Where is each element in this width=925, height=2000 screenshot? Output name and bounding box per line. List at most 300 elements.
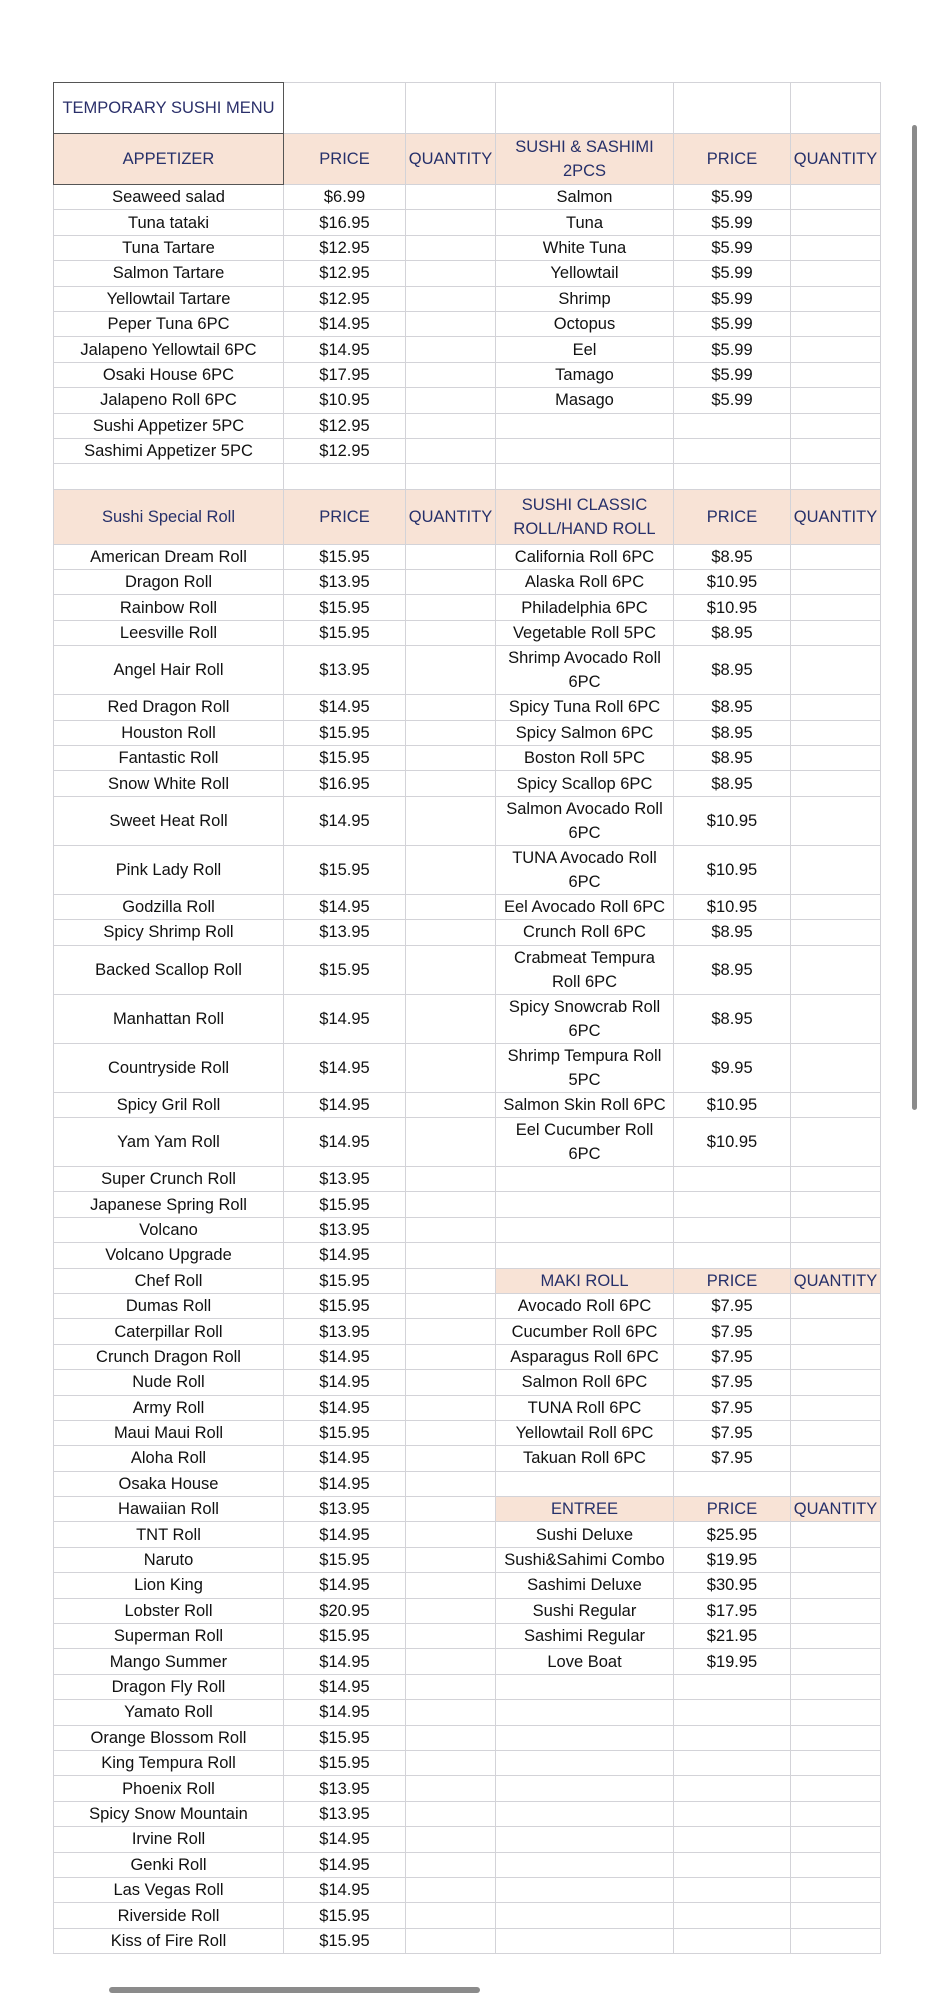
item-price[interactable]: $10.95 xyxy=(674,894,791,919)
item-name[interactable]: Volcano Upgrade xyxy=(54,1243,284,1268)
quantity-cell[interactable] xyxy=(791,311,881,336)
item-price[interactable]: $15.95 xyxy=(284,945,406,994)
section-header[interactable]: SUSHI CLASSIC ROLL/HAND ROLL xyxy=(496,489,674,544)
quantity-cell[interactable] xyxy=(406,1852,496,1877)
item-price[interactable]: $7.95 xyxy=(674,1344,791,1369)
item-name[interactable]: Crunch Roll 6PC xyxy=(496,920,674,945)
item-price[interactable]: $8.95 xyxy=(674,746,791,771)
item-name[interactable]: Alaska Roll 6PC xyxy=(496,570,674,595)
item-name[interactable]: King Tempura Roll xyxy=(54,1750,284,1775)
quantity-cell[interactable] xyxy=(406,1344,496,1369)
quantity-cell[interactable] xyxy=(791,695,881,720)
quantity-cell[interactable] xyxy=(406,1725,496,1750)
item-price[interactable]: $19.95 xyxy=(674,1649,791,1674)
item-name[interactable]: Maui Maui Roll xyxy=(54,1420,284,1445)
quantity-cell[interactable] xyxy=(791,1117,881,1166)
quantity-cell[interactable] xyxy=(406,945,496,994)
item-price[interactable]: $15.95 xyxy=(284,1192,406,1217)
empty-cell[interactable] xyxy=(674,438,791,463)
empty-cell[interactable] xyxy=(674,1903,791,1928)
quantity-cell[interactable] xyxy=(791,1395,881,1420)
item-price[interactable]: $7.95 xyxy=(674,1319,791,1344)
item-price[interactable]: $15.95 xyxy=(284,1547,406,1572)
item-name[interactable]: TUNA Avocado Roll 6PC xyxy=(496,845,674,894)
quantity-cell[interactable] xyxy=(406,261,496,286)
quantity-cell[interactable] xyxy=(406,1420,496,1445)
item-name[interactable]: Eel Cucumber Roll 6PC xyxy=(496,1117,674,1166)
item-name[interactable]: Lion King xyxy=(54,1573,284,1598)
quantity-cell[interactable] xyxy=(406,1877,496,1902)
quantity-cell[interactable] xyxy=(406,1801,496,1826)
quantity-column-header[interactable]: QUANTITY xyxy=(791,134,881,185)
quantity-column-header[interactable]: QUANTITY xyxy=(791,1497,881,1522)
vertical-scrollbar[interactable] xyxy=(912,125,917,1110)
item-price[interactable]: $8.95 xyxy=(674,920,791,945)
quantity-cell[interactable] xyxy=(406,388,496,413)
item-price[interactable]: $14.95 xyxy=(284,1344,406,1369)
item-name[interactable]: Las Vegas Roll xyxy=(54,1877,284,1902)
empty-cell[interactable] xyxy=(674,1827,791,1852)
item-name[interactable]: Salmon Skin Roll 6PC xyxy=(496,1092,674,1117)
empty-cell[interactable] xyxy=(496,1166,674,1191)
quantity-cell[interactable] xyxy=(791,235,881,260)
empty-cell[interactable] xyxy=(791,83,881,134)
item-price[interactable]: $14.95 xyxy=(284,311,406,336)
item-price[interactable]: $7.95 xyxy=(674,1293,791,1318)
empty-cell[interactable] xyxy=(674,413,791,438)
item-price[interactable]: $8.95 xyxy=(674,646,791,695)
empty-cell[interactable] xyxy=(496,438,674,463)
quantity-cell[interactable] xyxy=(406,1117,496,1166)
quantity-cell[interactable] xyxy=(406,235,496,260)
empty-cell[interactable] xyxy=(791,1192,881,1217)
item-price[interactable]: $5.99 xyxy=(674,235,791,260)
item-name[interactable]: Tuna xyxy=(496,210,674,235)
quantity-cell[interactable] xyxy=(406,994,496,1043)
empty-cell[interactable] xyxy=(791,1750,881,1775)
quantity-cell[interactable] xyxy=(406,1750,496,1775)
item-price[interactable]: $13.95 xyxy=(284,920,406,945)
item-name[interactable]: TUNA Roll 6PC xyxy=(496,1395,674,1420)
empty-cell[interactable] xyxy=(791,1674,881,1699)
empty-cell[interactable] xyxy=(791,1725,881,1750)
empty-cell[interactable] xyxy=(406,464,496,489)
item-price[interactable]: $15.95 xyxy=(284,595,406,620)
item-price[interactable]: $12.95 xyxy=(284,413,406,438)
quantity-cell[interactable] xyxy=(791,1043,881,1092)
quantity-cell[interactable] xyxy=(791,1649,881,1674)
quantity-cell[interactable] xyxy=(791,720,881,745)
empty-cell[interactable] xyxy=(496,1471,674,1496)
quantity-cell[interactable] xyxy=(406,920,496,945)
item-price[interactable]: $5.99 xyxy=(674,286,791,311)
item-price[interactable]: $17.95 xyxy=(674,1598,791,1623)
item-name[interactable]: Tuna tataki xyxy=(54,210,284,235)
item-name[interactable]: Tuna Tartare xyxy=(54,235,284,260)
item-price[interactable]: $13.95 xyxy=(284,1801,406,1826)
item-name[interactable]: Mango Summer xyxy=(54,1649,284,1674)
item-name[interactable]: Countryside Roll xyxy=(54,1043,284,1092)
item-price[interactable]: $25.95 xyxy=(674,1522,791,1547)
empty-cell[interactable] xyxy=(496,464,674,489)
item-name[interactable]: Chef Roll xyxy=(54,1268,284,1293)
item-name[interactable]: Aloha Roll xyxy=(54,1446,284,1471)
quantity-cell[interactable] xyxy=(791,261,881,286)
quantity-cell[interactable] xyxy=(406,1268,496,1293)
item-price[interactable]: $14.95 xyxy=(284,1370,406,1395)
quantity-cell[interactable] xyxy=(791,646,881,695)
empty-cell[interactable] xyxy=(791,464,881,489)
item-name[interactable]: Asparagus Roll 6PC xyxy=(496,1344,674,1369)
item-name[interactable]: Sashimi Appetizer 5PC xyxy=(54,438,284,463)
item-name[interactable]: Kiss of Fire Roll xyxy=(54,1928,284,1953)
empty-cell[interactable] xyxy=(496,1776,674,1801)
item-price[interactable]: $7.95 xyxy=(674,1395,791,1420)
quantity-cell[interactable] xyxy=(791,1420,881,1445)
price-column-header[interactable]: PRICE xyxy=(284,489,406,544)
item-price[interactable]: $10.95 xyxy=(674,595,791,620)
quantity-cell[interactable] xyxy=(791,746,881,771)
empty-cell[interactable] xyxy=(674,464,791,489)
item-price[interactable]: $14.95 xyxy=(284,1877,406,1902)
item-name[interactable]: Army Roll xyxy=(54,1395,284,1420)
quantity-cell[interactable] xyxy=(406,1827,496,1852)
quantity-cell[interactable] xyxy=(406,544,496,569)
item-price[interactable]: $5.99 xyxy=(674,388,791,413)
item-price[interactable]: $7.95 xyxy=(674,1420,791,1445)
quantity-cell[interactable] xyxy=(791,570,881,595)
item-price[interactable]: $10.95 xyxy=(284,388,406,413)
item-name[interactable]: Spicy Shrimp Roll xyxy=(54,920,284,945)
item-name[interactable]: Spicy Scallop 6PC xyxy=(496,771,674,796)
item-name[interactable]: Cucumber Roll 6PC xyxy=(496,1319,674,1344)
item-price[interactable]: $12.95 xyxy=(284,261,406,286)
empty-cell[interactable] xyxy=(496,1217,674,1242)
price-column-header[interactable]: PRICE xyxy=(284,134,406,185)
item-name[interactable]: Salmon Roll 6PC xyxy=(496,1370,674,1395)
empty-cell[interactable] xyxy=(674,1217,791,1242)
empty-cell[interactable] xyxy=(791,1827,881,1852)
item-price[interactable]: $14.95 xyxy=(284,994,406,1043)
empty-cell[interactable] xyxy=(496,1725,674,1750)
quantity-cell[interactable] xyxy=(406,1043,496,1092)
item-name[interactable]: American Dream Roll xyxy=(54,544,284,569)
item-price[interactable]: $14.95 xyxy=(284,796,406,845)
item-name[interactable]: Riverside Roll xyxy=(54,1903,284,1928)
item-name[interactable]: Sushi Deluxe xyxy=(496,1522,674,1547)
item-price[interactable]: $10.95 xyxy=(674,1092,791,1117)
empty-cell[interactable] xyxy=(791,1877,881,1902)
item-name[interactable]: Spicy Snowcrab Roll 6PC xyxy=(496,994,674,1043)
item-name[interactable]: Takuan Roll 6PC xyxy=(496,1446,674,1471)
item-name[interactable]: Superman Roll xyxy=(54,1624,284,1649)
quantity-cell[interactable] xyxy=(791,210,881,235)
empty-cell[interactable] xyxy=(496,1877,674,1902)
item-name[interactable]: Manhattan Roll xyxy=(54,994,284,1043)
section-header[interactable]: APPETIZER xyxy=(54,134,284,185)
quantity-cell[interactable] xyxy=(406,1497,496,1522)
item-name[interactable]: White Tuna xyxy=(496,235,674,260)
item-name[interactable]: Caterpillar Roll xyxy=(54,1319,284,1344)
quantity-cell[interactable] xyxy=(406,1649,496,1674)
quantity-cell[interactable] xyxy=(406,1192,496,1217)
empty-cell[interactable] xyxy=(496,1192,674,1217)
quantity-column-header[interactable]: QUANTITY xyxy=(406,489,496,544)
item-price[interactable]: $21.95 xyxy=(674,1624,791,1649)
quantity-cell[interactable] xyxy=(406,595,496,620)
quantity-cell[interactable] xyxy=(791,1522,881,1547)
quantity-cell[interactable] xyxy=(406,1547,496,1572)
quantity-cell[interactable] xyxy=(791,1293,881,1318)
item-price[interactable]: $12.95 xyxy=(284,286,406,311)
item-price[interactable]: $5.99 xyxy=(674,337,791,362)
item-price[interactable]: $10.95 xyxy=(674,845,791,894)
quantity-cell[interactable] xyxy=(406,1598,496,1623)
item-price[interactable]: $15.95 xyxy=(284,845,406,894)
item-name[interactable]: Eel Avocado Roll 6PC xyxy=(496,894,674,919)
item-name[interactable]: Spicy Salmon 6PC xyxy=(496,720,674,745)
quantity-cell[interactable] xyxy=(406,796,496,845)
empty-cell[interactable] xyxy=(791,1217,881,1242)
item-price[interactable]: $15.95 xyxy=(284,620,406,645)
item-name[interactable]: Jalapeno Yellowtail 6PC xyxy=(54,337,284,362)
item-price[interactable]: $14.95 xyxy=(284,1827,406,1852)
quantity-cell[interactable] xyxy=(406,894,496,919)
item-name[interactable]: Phoenix Roll xyxy=(54,1776,284,1801)
item-price[interactable]: $15.95 xyxy=(284,746,406,771)
item-price[interactable]: $15.95 xyxy=(284,1903,406,1928)
quantity-cell[interactable] xyxy=(791,595,881,620)
empty-cell[interactable] xyxy=(496,1928,674,1953)
empty-cell[interactable] xyxy=(674,1750,791,1775)
item-price[interactable]: $14.95 xyxy=(284,1700,406,1725)
item-name[interactable]: Rainbow Roll xyxy=(54,595,284,620)
item-name[interactable]: Super Crunch Roll xyxy=(54,1166,284,1191)
item-name[interactable]: Volcano xyxy=(54,1217,284,1242)
item-name[interactable]: Jalapeno Roll 6PC xyxy=(54,388,284,413)
quantity-cell[interactable] xyxy=(406,1243,496,1268)
item-price[interactable]: $8.95 xyxy=(674,994,791,1043)
item-name[interactable]: Salmon Avocado Roll 6PC xyxy=(496,796,674,845)
item-name[interactable]: Dragon Roll xyxy=(54,570,284,595)
section-header[interactable]: Sushi Special Roll xyxy=(54,489,284,544)
item-name[interactable]: Nude Roll xyxy=(54,1370,284,1395)
price-column-header[interactable]: PRICE xyxy=(674,1497,791,1522)
item-name[interactable]: Tamago xyxy=(496,362,674,387)
empty-cell[interactable] xyxy=(496,1243,674,1268)
quantity-cell[interactable] xyxy=(406,1446,496,1471)
item-name[interactable]: Sushi Appetizer 5PC xyxy=(54,413,284,438)
quantity-cell[interactable] xyxy=(791,1319,881,1344)
empty-cell[interactable] xyxy=(791,1700,881,1725)
item-name[interactable]: Dragon Fly Roll xyxy=(54,1674,284,1699)
item-price[interactable]: $10.95 xyxy=(674,796,791,845)
item-price[interactable]: $8.95 xyxy=(674,945,791,994)
item-price[interactable]: $14.95 xyxy=(284,1649,406,1674)
item-price[interactable]: $15.95 xyxy=(284,544,406,569)
item-price[interactable]: $6.99 xyxy=(284,185,406,210)
empty-cell[interactable] xyxy=(496,1827,674,1852)
item-name[interactable]: Red Dragon Roll xyxy=(54,695,284,720)
quantity-cell[interactable] xyxy=(406,438,496,463)
item-price[interactable]: $13.95 xyxy=(284,646,406,695)
menu-title[interactable]: TEMPORARY SUSHI MENU xyxy=(54,83,284,134)
item-price[interactable]: $14.95 xyxy=(284,1117,406,1166)
item-name[interactable]: Masago xyxy=(496,388,674,413)
quantity-cell[interactable] xyxy=(791,185,881,210)
item-name[interactable]: Irvine Roll xyxy=(54,1827,284,1852)
item-price[interactable]: $13.95 xyxy=(284,570,406,595)
item-name[interactable]: Genki Roll xyxy=(54,1852,284,1877)
item-price[interactable]: $8.95 xyxy=(674,771,791,796)
quantity-cell[interactable] xyxy=(791,1370,881,1395)
empty-cell[interactable] xyxy=(496,1801,674,1826)
item-name[interactable]: TNT Roll xyxy=(54,1522,284,1547)
item-name[interactable]: Yellowtail Tartare xyxy=(54,286,284,311)
item-price[interactable]: $10.95 xyxy=(674,1117,791,1166)
item-price[interactable]: $17.95 xyxy=(284,362,406,387)
quantity-cell[interactable] xyxy=(791,796,881,845)
item-name[interactable]: Sweet Heat Roll xyxy=(54,796,284,845)
item-price[interactable]: $14.95 xyxy=(284,1573,406,1598)
item-name[interactable]: Yam Yam Roll xyxy=(54,1117,284,1166)
empty-cell[interactable] xyxy=(496,1750,674,1775)
item-price[interactable]: $15.95 xyxy=(284,1420,406,1445)
empty-cell[interactable] xyxy=(674,1801,791,1826)
item-price[interactable]: $16.95 xyxy=(284,210,406,235)
quantity-cell[interactable] xyxy=(406,210,496,235)
item-price[interactable]: $14.95 xyxy=(284,1522,406,1547)
quantity-cell[interactable] xyxy=(791,945,881,994)
item-name[interactable]: Hawaiian Roll xyxy=(54,1497,284,1522)
item-name[interactable]: Spicy Tuna Roll 6PC xyxy=(496,695,674,720)
price-column-header[interactable]: PRICE xyxy=(674,1268,791,1293)
quantity-cell[interactable] xyxy=(406,1395,496,1420)
item-name[interactable]: Yamato Roll xyxy=(54,1700,284,1725)
item-name[interactable]: Boston Roll 5PC xyxy=(496,746,674,771)
quantity-cell[interactable] xyxy=(406,720,496,745)
empty-cell[interactable] xyxy=(791,438,881,463)
quantity-cell[interactable] xyxy=(791,994,881,1043)
empty-cell[interactable] xyxy=(791,1852,881,1877)
empty-cell[interactable] xyxy=(674,1852,791,1877)
quantity-cell[interactable] xyxy=(791,362,881,387)
item-price[interactable]: $15.95 xyxy=(284,1268,406,1293)
item-name[interactable]: Eel xyxy=(496,337,674,362)
empty-cell[interactable] xyxy=(54,464,284,489)
quantity-cell[interactable] xyxy=(791,1344,881,1369)
item-name[interactable]: Sashimi Regular xyxy=(496,1624,674,1649)
item-price[interactable]: $5.99 xyxy=(674,185,791,210)
quantity-cell[interactable] xyxy=(406,646,496,695)
quantity-cell[interactable] xyxy=(406,845,496,894)
empty-cell[interactable] xyxy=(674,1700,791,1725)
item-price[interactable]: $30.95 xyxy=(674,1573,791,1598)
quantity-cell[interactable] xyxy=(791,894,881,919)
section-header[interactable]: MAKI ROLL xyxy=(496,1268,674,1293)
item-price[interactable]: $8.95 xyxy=(674,720,791,745)
item-price[interactable]: $7.95 xyxy=(674,1370,791,1395)
empty-cell[interactable] xyxy=(791,413,881,438)
item-price[interactable]: $5.99 xyxy=(674,311,791,336)
item-price[interactable]: $19.95 xyxy=(674,1547,791,1572)
item-name[interactable]: Snow White Roll xyxy=(54,771,284,796)
quantity-cell[interactable] xyxy=(406,337,496,362)
item-name[interactable]: Houston Roll xyxy=(54,720,284,745)
quantity-cell[interactable] xyxy=(406,570,496,595)
item-price[interactable]: $14.95 xyxy=(284,1243,406,1268)
item-price[interactable]: $12.95 xyxy=(284,235,406,260)
empty-cell[interactable] xyxy=(406,83,496,134)
empty-cell[interactable] xyxy=(674,1243,791,1268)
quantity-cell[interactable] xyxy=(406,1293,496,1318)
item-name[interactable]: Godzilla Roll xyxy=(54,894,284,919)
quantity-cell[interactable] xyxy=(791,1446,881,1471)
item-name[interactable]: Salmon xyxy=(496,185,674,210)
item-price[interactable]: $15.95 xyxy=(284,1624,406,1649)
empty-cell[interactable] xyxy=(674,1471,791,1496)
item-name[interactable]: Pink Lady Roll xyxy=(54,845,284,894)
item-price[interactable]: $14.95 xyxy=(284,1043,406,1092)
quantity-cell[interactable] xyxy=(406,1471,496,1496)
quantity-cell[interactable] xyxy=(791,1624,881,1649)
quantity-cell[interactable] xyxy=(406,1092,496,1117)
empty-cell[interactable] xyxy=(284,464,406,489)
item-name[interactable]: Salmon Tartare xyxy=(54,261,284,286)
empty-cell[interactable] xyxy=(496,83,674,134)
quantity-cell[interactable] xyxy=(406,1624,496,1649)
item-price[interactable]: $15.95 xyxy=(284,1293,406,1318)
item-name[interactable]: Naruto xyxy=(54,1547,284,1572)
empty-cell[interactable] xyxy=(791,1166,881,1191)
quantity-cell[interactable] xyxy=(791,286,881,311)
quantity-cell[interactable] xyxy=(406,1700,496,1725)
quantity-cell[interactable] xyxy=(406,1319,496,1344)
empty-cell[interactable] xyxy=(496,413,674,438)
empty-cell[interactable] xyxy=(791,1928,881,1953)
item-price[interactable]: $15.95 xyxy=(284,720,406,745)
quantity-cell[interactable] xyxy=(406,413,496,438)
item-name[interactable]: Vegetable Roll 5PC xyxy=(496,620,674,645)
quantity-column-header[interactable]: QUANTITY xyxy=(406,134,496,185)
item-price[interactable]: $14.95 xyxy=(284,695,406,720)
quantity-cell[interactable] xyxy=(406,1217,496,1242)
quantity-cell[interactable] xyxy=(406,311,496,336)
empty-cell[interactable] xyxy=(674,1877,791,1902)
item-price[interactable]: $14.95 xyxy=(284,1852,406,1877)
item-name[interactable]: Love Boat xyxy=(496,1649,674,1674)
item-price[interactable]: $9.95 xyxy=(674,1043,791,1092)
quantity-cell[interactable] xyxy=(791,388,881,413)
horizontal-scrollbar[interactable] xyxy=(109,1987,480,1993)
item-price[interactable]: $14.95 xyxy=(284,1092,406,1117)
empty-cell[interactable] xyxy=(674,1776,791,1801)
item-name[interactable]: Orange Blossom Roll xyxy=(54,1725,284,1750)
item-name[interactable]: Seaweed salad xyxy=(54,185,284,210)
empty-cell[interactable] xyxy=(496,1903,674,1928)
empty-cell[interactable] xyxy=(791,1776,881,1801)
quantity-column-header[interactable]: QUANTITY xyxy=(791,489,881,544)
empty-cell[interactable] xyxy=(284,83,406,134)
quantity-cell[interactable] xyxy=(406,1776,496,1801)
quantity-cell[interactable] xyxy=(406,1370,496,1395)
section-header[interactable]: SUSHI & SASHIMI 2PCS xyxy=(496,134,674,185)
quantity-cell[interactable] xyxy=(406,695,496,720)
item-name[interactable]: Crabmeat Tempura Roll 6PC xyxy=(496,945,674,994)
item-name[interactable]: Crunch Dragon Roll xyxy=(54,1344,284,1369)
quantity-cell[interactable] xyxy=(791,1573,881,1598)
quantity-cell[interactable] xyxy=(406,620,496,645)
